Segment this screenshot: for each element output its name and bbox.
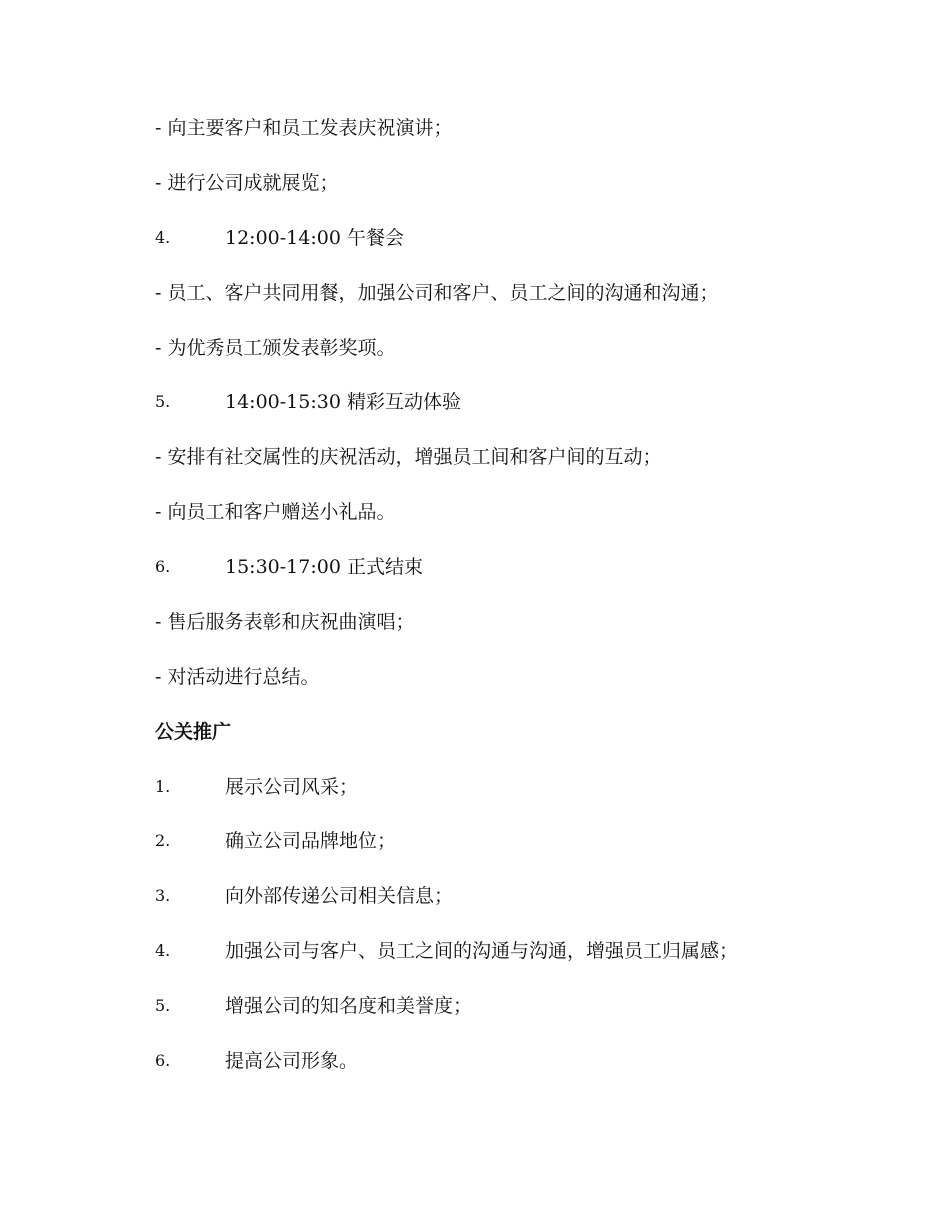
bullet-line: - 向主要客户和员工发表庆祝演讲；	[155, 117, 453, 139]
bullet-line: - 员工、客户共同用餐，加强公司和客户、员工之间的沟通和沟通；	[155, 282, 719, 304]
item-text: 展示公司风采；	[225, 776, 359, 798]
item-text: 加强公司与客户、员工之间的沟通与沟通，增强员工归属感；	[225, 940, 739, 962]
bullet-line: - 对活动进行总结。	[155, 666, 320, 688]
item-text: 增强公司的知名度和美誉度；	[225, 995, 473, 1017]
item-number: 4.	[155, 941, 171, 960]
bullet-line: - 安排有社交属性的庆祝活动，增强员工间和客户间的互动；	[155, 446, 662, 468]
item-number: 4.	[155, 228, 171, 247]
item-text: 向外部传递公司相关信息；	[225, 885, 454, 907]
bullet-line: - 为优秀员工颁发表彰奖项。	[155, 337, 396, 359]
item-number: 6.	[155, 557, 171, 576]
item-text: 提高公司形象。	[225, 1050, 359, 1072]
item-number: 5.	[155, 996, 171, 1015]
section-heading: 公关推广	[155, 721, 232, 743]
item-number: 3.	[155, 886, 171, 905]
bullet-line: - 进行公司成就展览；	[155, 172, 339, 194]
bullet-line: - 售后服务表彰和庆祝曲演唱；	[155, 611, 415, 633]
bullet-line: - 向员工和客户赠送小礼品。	[155, 501, 396, 523]
item-number: 5.	[155, 392, 171, 411]
item-text: 12:00-14:00 午餐会	[225, 227, 404, 249]
item-number: 2.	[155, 831, 171, 850]
item-number: 6.	[155, 1051, 171, 1070]
item-text: 14:00-15:30 精彩互动体验	[225, 391, 461, 413]
item-text: 15:30-17:00 正式结束	[225, 556, 423, 578]
item-number: 1.	[155, 777, 171, 796]
item-text: 确立公司品牌地位；	[225, 830, 397, 852]
